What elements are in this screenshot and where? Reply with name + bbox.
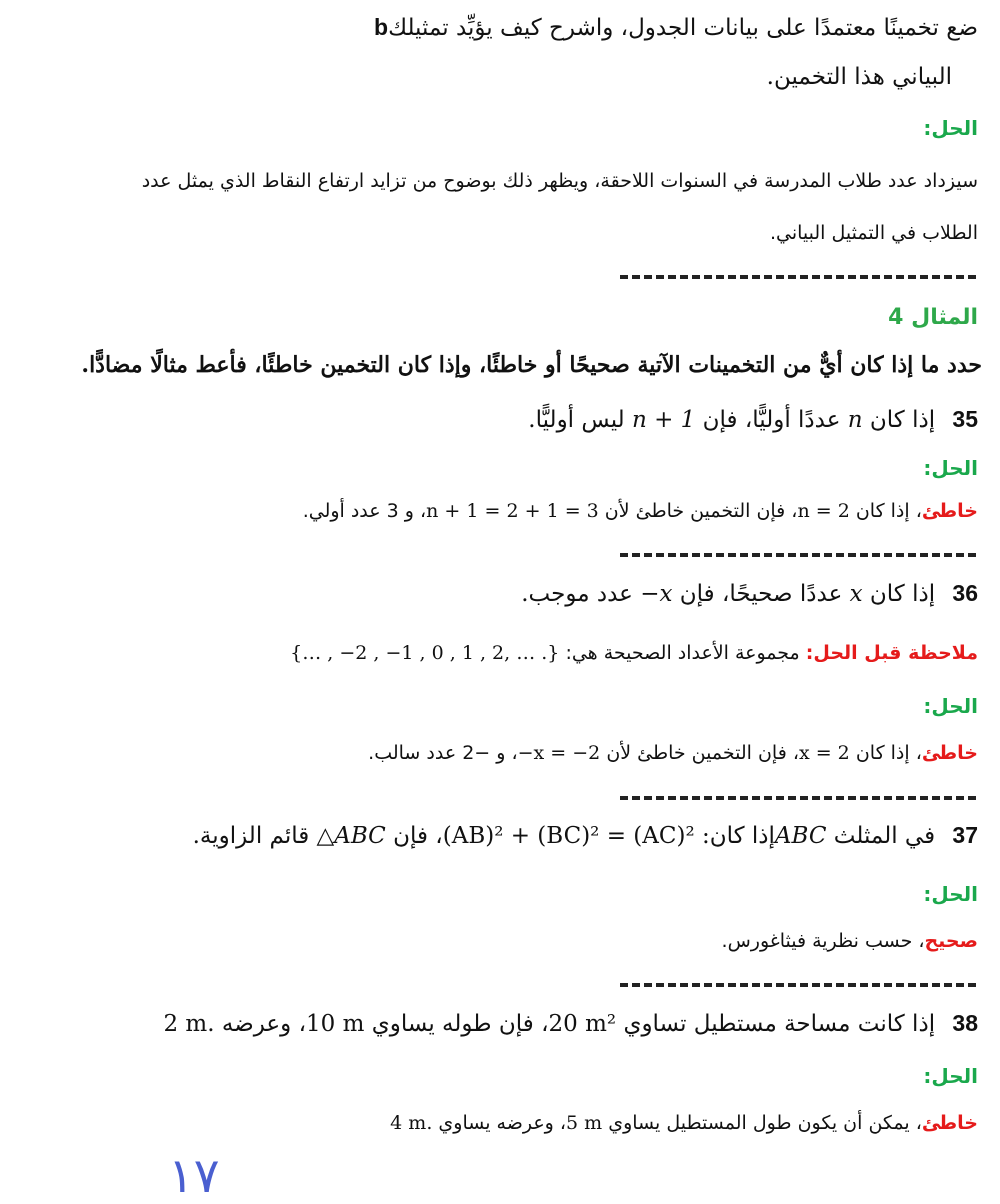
note-36-set: {… , −2 , −1 , 0 , 1 , 2, … .} xyxy=(290,642,560,664)
question-37-triangle2: △ABC xyxy=(316,823,386,849)
question-35-var: n xyxy=(847,407,863,433)
solution-36-heading: الحل: xyxy=(923,694,978,718)
solution-b-line2: الطلاب في التمثيل البياني. xyxy=(769,222,978,244)
question-35-number: 35 xyxy=(952,406,978,432)
item-b-label: b xyxy=(374,14,389,40)
divider xyxy=(620,275,976,279)
solution-36 xyxy=(368,742,978,764)
solution-36-text-b: ، فإن التخمين خاطئ لأن xyxy=(606,742,799,764)
question-37-expr: (AB)² + (BC)² = (AC)² xyxy=(442,823,695,849)
solution-37 xyxy=(722,930,978,952)
question-36-text-c: عدد موجب. xyxy=(521,581,633,607)
item-b-text1: ضع تخمينًا معتمدًا على بيانات الجدول، واشرح كيف يؤيِّد تمثيلك xyxy=(388,15,978,41)
solution-38-text-b: ، وعرضه يساوي xyxy=(438,1112,567,1134)
question-35-text-c: ليس أوليًّا. xyxy=(528,407,625,433)
question-36-var: x xyxy=(849,581,863,607)
solution-37-verdict: صحيح xyxy=(924,930,978,952)
question-38-width: 2 m. xyxy=(163,1011,215,1037)
question-37-text-a: في المثلث xyxy=(833,823,936,849)
solution-35-cond: n = 2 xyxy=(797,500,850,522)
question-36-text-b: عددًا صحيحًا، فإن xyxy=(679,581,843,607)
question-35-text-a: إذا كان xyxy=(869,407,936,433)
solution-37-text: ، حسب نظرية فيثاغورس. xyxy=(721,930,925,952)
solution-b-line1: سيزداد عدد طلاب المدرسة في السنوات اللاحقة، ويظهر ذلك بوضوح من تزايد ارتفاع النقاط الذي يمثل عدد xyxy=(141,170,978,192)
solution-36-text-a: ، إذا كان xyxy=(855,742,922,764)
solution-36-expr: −x = −2 xyxy=(517,742,601,764)
question-35-expr: n + 1 xyxy=(631,407,696,433)
solution-35-text-a: ، إذا كان xyxy=(855,500,922,522)
question-37-number: 37 xyxy=(952,822,978,848)
solution-38-verdict: خاطئ xyxy=(921,1112,978,1134)
question-37-text-d: قائم الزاوية. xyxy=(192,823,310,849)
question-35 xyxy=(528,406,978,433)
question-35-text-b: عددًا أوليًّا، فإن xyxy=(702,407,841,433)
question-36-expr: −x xyxy=(640,581,673,607)
example-instruction: حدد ما إذا كان أيٌّ من التخمينات الآتية صحيحًا أو خاطئًا، وإذا كان التخمين خاطئًا، فأعط مثالًا مضادًّا. xyxy=(81,352,982,378)
example-title: المثال 4 xyxy=(888,305,978,330)
question-38-length: 10 m xyxy=(306,1011,365,1037)
solution-38-heading: الحل: xyxy=(923,1064,978,1088)
solution-38-width: 4 m. xyxy=(390,1112,433,1134)
solution-b-heading: الحل: xyxy=(923,116,978,140)
solution-35 xyxy=(303,500,978,522)
note-36-text: مجموعة الأعداد الصحيحة هي: xyxy=(565,642,800,664)
solution-36-text-c: ، و −2 عدد سالب. xyxy=(368,742,518,764)
note-36 xyxy=(290,642,978,664)
page-number: ١٧ xyxy=(168,1148,220,1204)
divider xyxy=(620,983,976,987)
solution-35-expr: n + 1 = 2 + 1 = 3 xyxy=(426,500,599,522)
solution-36-cond: x = 2 xyxy=(798,742,850,764)
question-38-text-b: ، فإن طوله يساوي xyxy=(371,1011,549,1037)
solution-35-verdict: خاطئ xyxy=(921,500,978,522)
item-b-line1 xyxy=(364,14,978,41)
solution-38 xyxy=(390,1112,978,1134)
question-38-text-c: ، وعرضه xyxy=(221,1011,306,1037)
solution-36-verdict: خاطئ xyxy=(921,742,978,764)
question-38-number: 38 xyxy=(952,1010,978,1036)
question-38-area: 20 m² xyxy=(548,1011,617,1037)
question-37-text-c: ، فإن xyxy=(393,823,443,849)
question-36-number: 36 xyxy=(952,580,978,606)
question-37-triangle: ABC xyxy=(774,823,827,849)
solution-35-heading: الحل: xyxy=(923,456,978,480)
question-36 xyxy=(521,580,978,607)
item-b-line2: البياني هذا التخمين. xyxy=(766,64,952,90)
solution-35-text-b: ، فإن التخمين خاطئ لأن xyxy=(604,500,798,522)
divider xyxy=(620,553,976,557)
question-36-text-a: إذا كان xyxy=(869,581,936,607)
question-37 xyxy=(193,822,978,849)
solution-35-text-c: ، و 3 عدد أولي. xyxy=(302,500,427,522)
divider xyxy=(620,796,976,800)
solution-37-heading: الحل: xyxy=(923,882,978,906)
question-38 xyxy=(163,1010,978,1037)
solution-38-length: 5 m xyxy=(566,1112,603,1134)
question-38-text-a: إذا كانت مساحة مستطيل تساوي xyxy=(623,1011,936,1037)
note-36-label: ملاحظة قبل الحل: xyxy=(805,642,978,664)
question-37-text-b: إذا كان: xyxy=(701,823,775,849)
solution-38-text-a: ، يمكن أن يكون طول المستطيل يساوي xyxy=(608,1112,922,1134)
